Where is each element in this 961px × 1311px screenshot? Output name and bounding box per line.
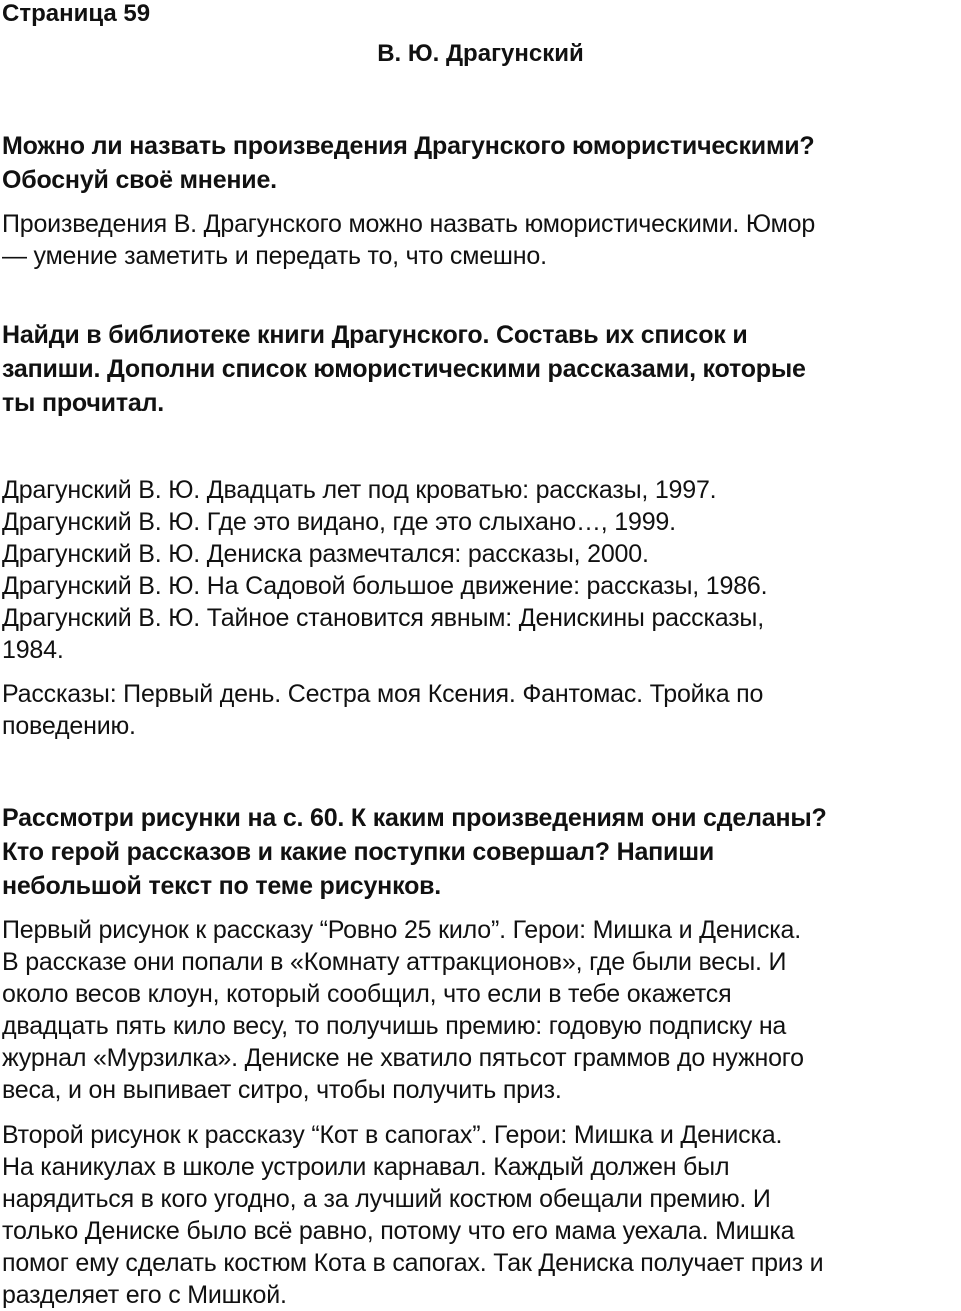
answer-3b-line: Второй рисунок к рассказу “Кот в сапогах”. Герои: Мишка и Дениска. bbox=[2, 1121, 783, 1149]
stories-list bbox=[2, 678, 958, 742]
question-1-line: Обоснуй своё мнение. bbox=[2, 166, 277, 194]
stories-line: Рассказы: Первый день. Сестра моя Ксения. Фантомас. Тройка по bbox=[2, 680, 764, 708]
question-3 bbox=[2, 801, 958, 903]
author-title: В. Ю. Драгунский bbox=[377, 40, 584, 67]
question-3-line: Кто герой рассказов и какие поступки совершал? Напиши bbox=[2, 838, 715, 866]
answer-3a-line: около весов клоун, который сообщил, что если в тебе окажется bbox=[2, 980, 732, 1008]
question-2-line: запиши. Дополни список юмористическими рассказами, которые bbox=[2, 355, 806, 383]
answer-3b-line: разделяет его с Мишкой. bbox=[2, 1281, 287, 1309]
answer-3a-line: двадцать пять кило весу, то получишь премию: годовую подписку на bbox=[2, 1012, 787, 1040]
question-3-line: небольшой текст по теме рисунков. bbox=[2, 872, 442, 900]
answer-3-second-picture bbox=[2, 1119, 958, 1311]
answer-3b-line: нарядиться в кого угодно, а за лучший костюм обещали премию. И bbox=[2, 1185, 771, 1213]
book-item: Драгунский В. Ю. Дениска размечтался: рассказы, 2000. bbox=[2, 540, 649, 568]
answer-3a-line: веса, и он выпивает ситро, чтобы получить приз. bbox=[2, 1076, 562, 1104]
answer-1-line: — умение заметить и передать то, что смешно. bbox=[2, 242, 547, 270]
answer-3b-line: только Дениске было всё равно, потому что его мама уехала. Мишка bbox=[2, 1217, 795, 1245]
answer-3b-line: помог ему сделать костюм Кота в сапогах. Так Дениска получает приз и bbox=[2, 1249, 824, 1277]
question-2-line: ты прочитал. bbox=[2, 389, 165, 417]
answer-1-line: Произведения В. Драгунского можно назвать юмористическими. Юмор bbox=[2, 210, 816, 238]
book-item: Драгунский В. Ю. Двадцать лет под кроватью: рассказы, 1997. bbox=[2, 476, 717, 504]
question-2 bbox=[2, 318, 958, 420]
book-item: Драгунский В. Ю. На Садовой большое движение: рассказы, 1986. bbox=[2, 572, 768, 600]
answer-3a-line: Первый рисунок к рассказу “Ровно 25 кило”. Герои: Мишка и Дениска. bbox=[2, 916, 801, 944]
answer-3a-line: В рассказе они попали в «Комнату аттракционов», где были весы. И bbox=[2, 948, 787, 976]
answer-1 bbox=[2, 208, 958, 272]
stories-line: поведению. bbox=[2, 712, 136, 740]
book-item: 1984. bbox=[2, 636, 64, 664]
question-3-line: Рассмотри рисунки на с. 60. К каким произведениям они сделаны? bbox=[2, 804, 827, 832]
books-list bbox=[2, 474, 958, 666]
question-1 bbox=[2, 129, 958, 197]
book-item: Драгунский В. Ю. Где это видано, где это слыхано…, 1999. bbox=[2, 508, 676, 536]
answer-3b-line: На каникулах в школе устроили карнавал. Каждый должен был bbox=[2, 1153, 730, 1181]
book-item: Драгунский В. Ю. Тайное становится явным: Денискины рассказы, bbox=[2, 604, 764, 632]
question-1-line: Можно ли назвать произведения Драгунского юмористическими? bbox=[2, 132, 815, 160]
answer-3a-line: журнал «Мурзилка». Дениске не хватило пятьсот граммов до нужного bbox=[2, 1044, 804, 1072]
page-number: Страница 59 bbox=[2, 0, 151, 27]
answer-3-first-picture bbox=[2, 914, 958, 1106]
question-2-line: Найди в библиотеке книги Драгунского. Составь их список и bbox=[2, 321, 748, 349]
